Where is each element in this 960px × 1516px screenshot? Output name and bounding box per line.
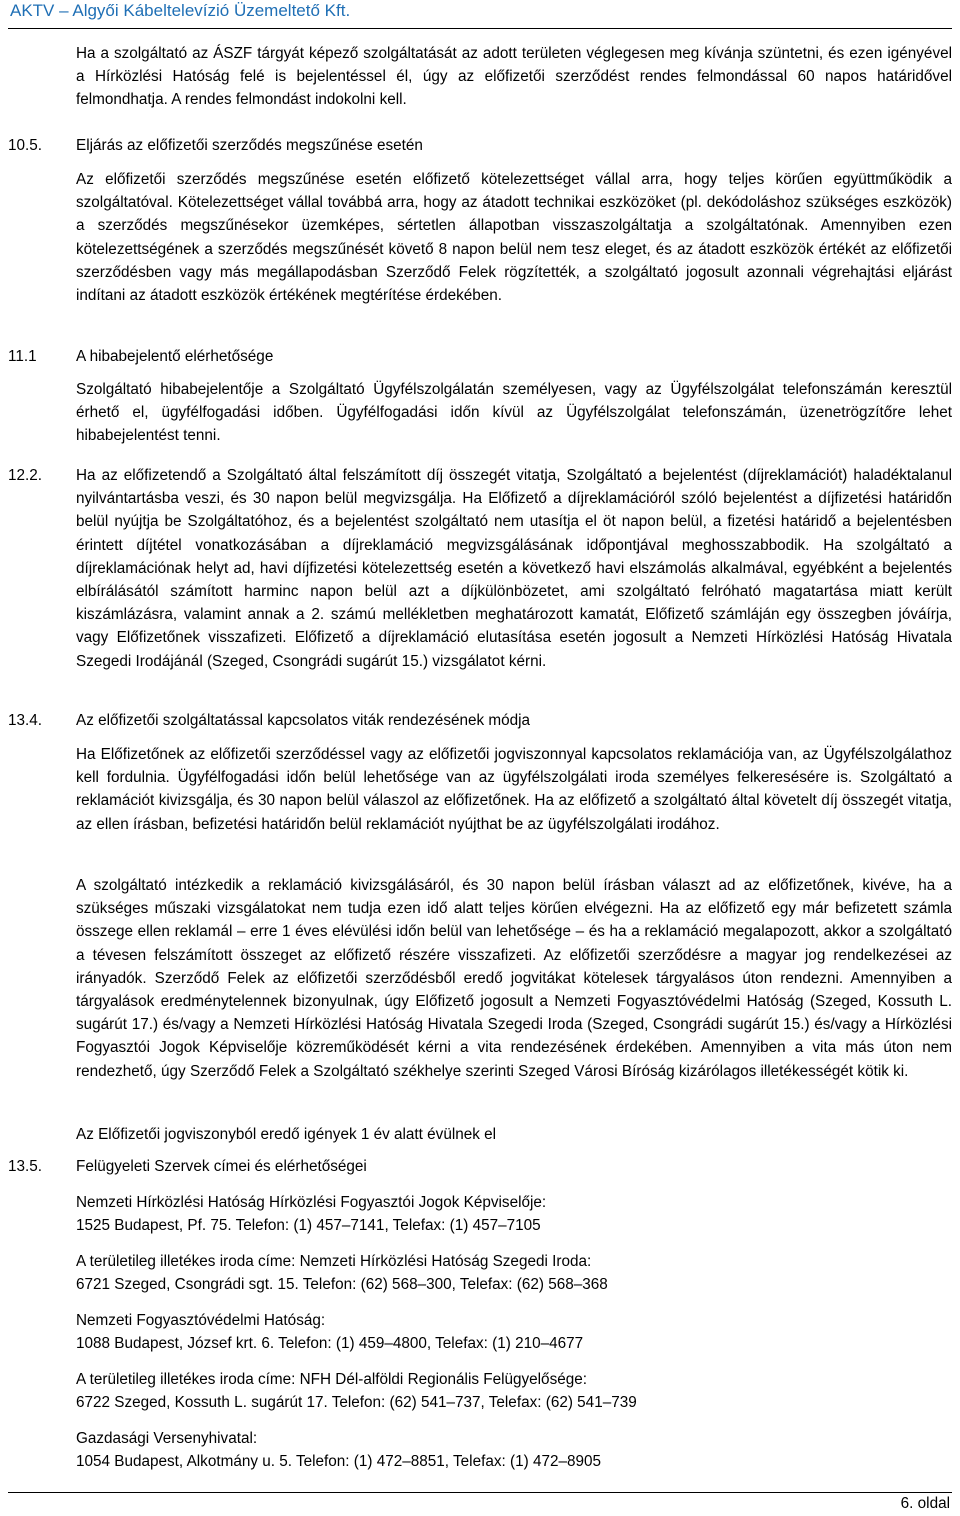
section-title: Eljárás az előfizetői szerződés megszűnése esetén — [76, 137, 423, 154]
page-number: 6. oldal — [900, 1495, 950, 1512]
section-number: 13.4. — [8, 712, 43, 729]
authority-name: A területileg illetékes iroda címe: NFH Dél-alföldi Regionális Felügyelősége: — [76, 1371, 587, 1388]
section-number: 10.5. — [8, 137, 43, 154]
authority-address: 1054 Budapest, Alkotmány u. 5. Telefon: (1) 472–8851, Telefax: (1) 472–8905 — [76, 1453, 602, 1470]
section-10-5-text: Az előfizetői szerződés megszűnése esetén előfizető kötelezettséget vállal arra, hogy teljes körűen együttműködik a szolgáltatóval. Kötelezettséget vállal továbbá arra, hogy az átadott technikai eszközöket (pl. dekódoláshoz szükséges eszközök) a szerződés megszűnésekor üzemképes, sértetlen állapotban visszaszolgáltatja a szolgáltatónak. Amennyiben ezen kötelezettségének a szerződés megszűnését követő 8 napon belül nem tesz eleget, és az átadott eszközök értékét az előfizetői szerződésben vagy más megállapodásban Szerződő Felek rögzítették, a szolgáltató jogosult azonnali végrehajtási eljárást indítani az átadott eszközök értékének megtérítése érdekében. — [76, 171, 952, 305]
page-header — [8, 0, 952, 29]
section-title: Az előfizetői szolgáltatással kapcsolatos viták rendezésének módja — [76, 712, 531, 729]
intro-paragraph: Ha a szolgáltató az ÁSZF tárgyát képező szolgáltatását az adott területen véglegesen meg kívánja szüntetni, és ezen igényével a Hírközlési Hatóság felé is bejelentéssel él, úgy az előfizetői szerződést rendes felmondással 60 napos határidővel felmondhatja. A rendes felmondást indokolni kell. — [76, 45, 952, 109]
section-11-1-text: Szolgáltató hibabejelentője a Szolgáltató Ügyfélszolgálatán személyesen, vagy az Ügyfélszolgálat telefonszámán keresztül érhető el, ügyfélfogadási időben. Ügyfélfogadási időn kívül az Ügyfélszolgálat telefonszámán, üzenetrögzítőre lehet hibabejelentést tenni. — [76, 381, 952, 445]
section-number: 12.2. — [8, 467, 43, 484]
section-title: Felügyeleti Szervek címei és elérhetőségei — [76, 1158, 367, 1175]
section-12-2-text: Ha az előfizetendő a Szolgáltató által felszámított díj összegét vitatja, Szolgáltató a bejelentést (díjreklamációt) haladéktalanul nyilvántartásba veszi, és 30 napon belül megvizsgálja. Ha Előfizető a díjreklamációról szóló bejelentést a díjfizetési határidőn belül nyújtja be Szolgáltatóhoz, és a bejelentést szolgáltató nem utasítja el öt napon belül, a fizetési határidő a bejelentésben érintett díjtétel vonatkozásában a díjreklamáció megvizsgálásának időpontjával meghosszabbodik. Ha szolgáltató a díjreklamációnak helyt ad, havi díjfizetési kötelezettség esetén a következő havi elszámolás alkalmával, egyébként a bejelentés elbírálásától számított harminc napon belül azt a díjkülönbözetet, ami szolgáltató felróható magatartása miatt került kiszámlázásra, valamint annak a 2. számú mellékletben meghatározott kamatát, Előfizető számláján egy összegben jóváírja, vagy Előfizetőnek visszafizeti. Előfizető a díjreklamáció elutasítása esetén jogosult a Nemzeti Hírközlési Hatóság Hivatala Szegedi Irodájánál (Szeged, Csongrádi sugárút 15.) vizsgálatot kérni. — [76, 467, 952, 670]
authority-address: 1525 Budapest, Pf. 75. Telefon: (1) 457–7141, Telefax: (1) 457–7105 — [76, 1217, 541, 1234]
authority-address: 6721 Szeged, Csongrádi sgt. 15. Telefon: (62) 568–300, Telefax: (62) 568–368 — [76, 1276, 608, 1293]
section-13-4-paragraph-2: A szolgáltató intézkedik a reklamáció kivizsgálásáról, és 30 napon belül írásban választ ad az előfizetőnek, kivéve, ha a szükséges műszaki vizsgálatokat nem tudja ezen idő alatt teljes körűen elvégezni. Ha az előfizető egy már befizetett számla összege ellen reklamál – erre 1 éves elévülési időn belül van lehetősége – és ha a reklamáció megalapozott, akkor a szolgáltató a tévesen felszámított összeget az előfizető részére visszafizeti. Az előfizetői szerződésre a magyar jog rendelkezései az irányadók. Szerződő Felek az előfizetői szerződésből eredő jogvitákat kötelesek tárgyalásos úton rendezni. Amennyiben a tárgyalások eredménytelennek bizonyulnak, úgy Előfizető jogosult a Nemzeti Fogyasztóvédelmi Hatóság (Szeged, Kossuth L. sugárút 17.) és/vagy a Nemzeti Hírközlési Hatóság Hivatala Szegedi Iroda (Szeged, Csongrádi sugárút 15.) és/vagy a Hírközlési Fogyasztói Jogok Képviselője közreműködését kérni a vita rendezésének érdekében. Amennyiben a vita más úton nem rendezhető, úgy Szerződő Felek a Szolgáltató székhelye szerinti Szeged Városi Bíróság kizárólagos illetékességét kötik ki. — [76, 877, 952, 1080]
section-title: A hibabejelentő elérhetősége — [76, 348, 274, 365]
section-number: 11.1 — [8, 348, 37, 365]
authority-name: A területileg illetékes iroda címe: Nemzeti Hírközlési Hatóság Szegedi Iroda: — [76, 1253, 592, 1270]
header-title: AKTV – Algyői Kábeltelevízió Üzemeltető Kft. — [10, 1, 351, 20]
authority-address: 1088 Budapest, József krt. 6. Telefon: (1) 459–4800, Telefax: (1) 210–4677 — [76, 1335, 584, 1352]
authority-address: 6722 Szeged, Kossuth L. sugárút 17. Telefon: (62) 541–737, Telefax: (62) 541–739 — [76, 1394, 637, 1411]
section-13-4-paragraph-3: Az Előfizetői jogviszonyból eredő igények 1 év alatt évülnek el — [76, 1126, 497, 1143]
section-13-4-paragraph-1: Ha Előfizetőnek az előfizetői szerződéssel vagy az előfizetői jogviszonnyal kapcsolatos reklamációja van, az Ügyfélszolgálathoz kell fordulnia. Ügyfélfogadási időn belül lehetősége van az ügyfélszolgálati iroda személyes felkeresésére is. Szolgáltató a reklamációt kivizsgálja, és 30 napon belül válaszol az előfizetőnek. Ha az előfizető a szolgáltató által követelt díj összegét vitatja, az ellen írásban, befizetési határidőn belül reklamációt nyújthat be az ügyfélszolgálati irodához. — [76, 746, 952, 833]
authority-name: Nemzeti Fogyasztóvédelmi Hatóság: — [76, 1312, 326, 1329]
section-number: 13.5. — [8, 1158, 43, 1175]
footer-divider — [8, 1492, 952, 1493]
authority-name: Nemzeti Hírközlési Hatóság Hírközlési Fogyasztói Jogok Képviselője: — [76, 1194, 547, 1211]
authority-name: Gazdasági Versenyhivatal: — [76, 1430, 258, 1447]
